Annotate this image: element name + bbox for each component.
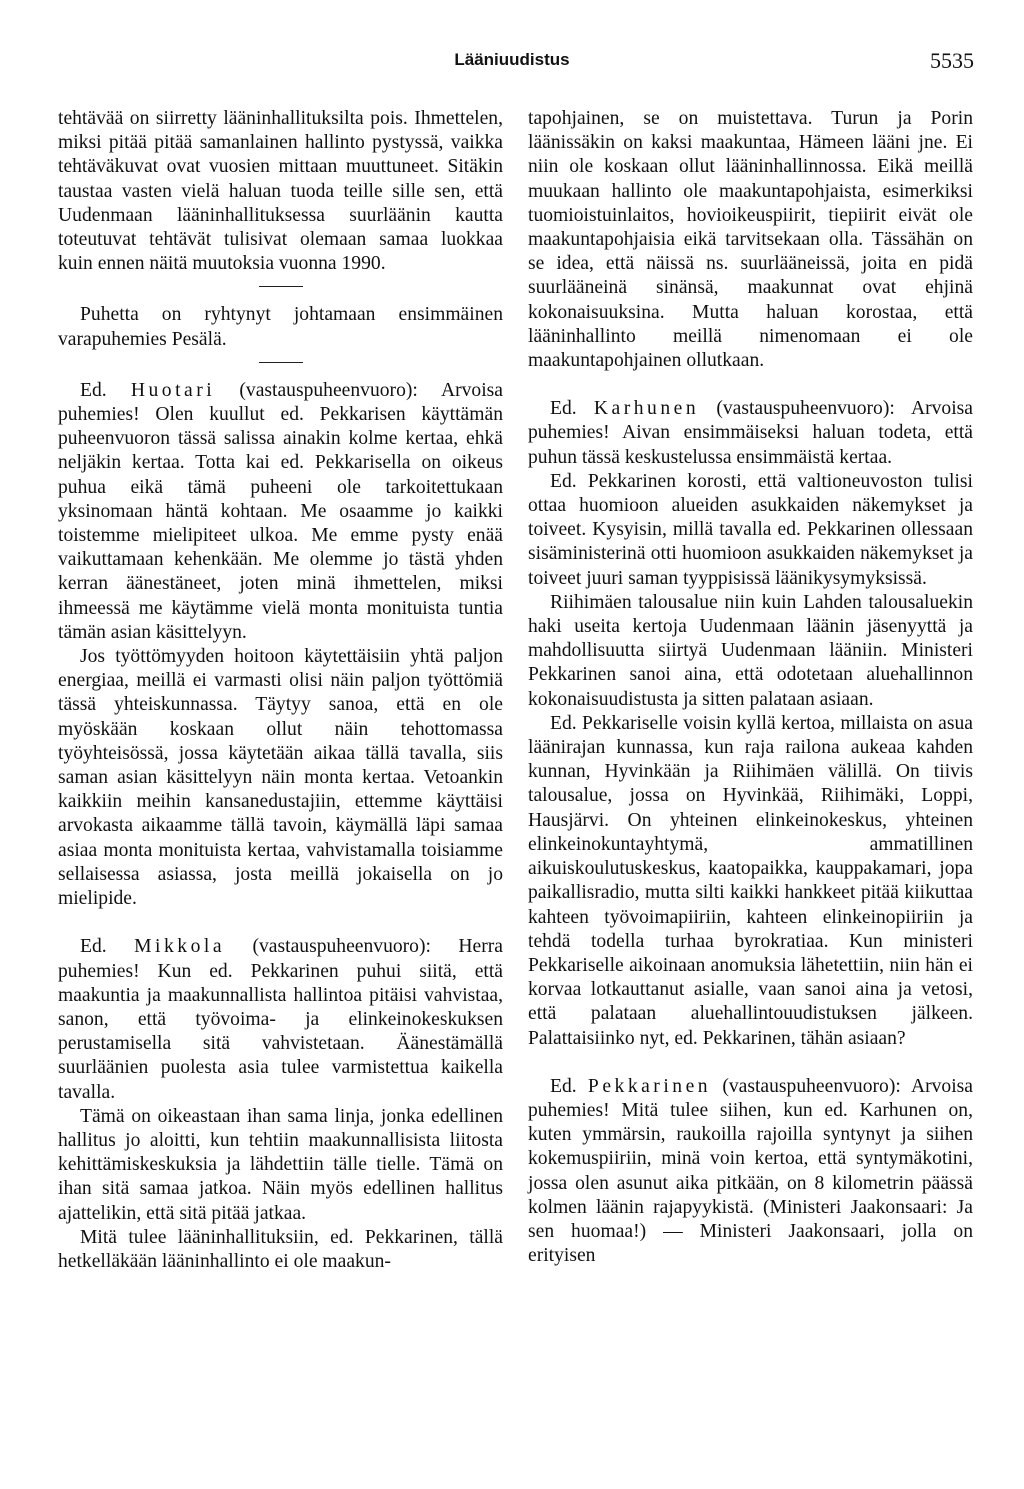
spacer [528, 1051, 973, 1075]
speaker-name: Mikkola [134, 936, 226, 958]
speech-karhunen [528, 397, 973, 470]
speech-text: Arvoisa puhemies! Mitä tulee siihen, kun ed. Karhunen on, kuten ymmärsin, raukoilla rajoilla syntynyt ja siihen kokemuspiiriin, minä voin kertoa, että syntymäkotini, jossa olen asunut aika pitkään, on 8 kilometrin päässä kolmen läänin rajapyykistä. (Ministeri Jaakonsaari: Ja sen huomaa!) — Ministeri Jaakonsaari, jolla on erityisen [528, 1075, 973, 1267]
chair-note: Puhetta on ryhtynyt johtamaan ensimmäinen varapuhemies Pesälä. [58, 304, 503, 350]
running-header-title: Lääniuudistus [454, 50, 570, 69]
speech-paragraph: Ed. Pekkarinen korosti, että valtioneuvoston tulisi ottaa huomioon alueiden asukkaiden näkemykset ja toiveet. Kysyisin, millä tavalla ed. Pekkarinen ollessaan sisäministerinä otti huomioon asukkaiden näkemykset ja toiveet juuri saman tyyppisissä läänikysymyksissä. [528, 470, 973, 589]
spacer [528, 373, 973, 397]
speaker-name: Pekkarinen [587, 1075, 712, 1097]
speech-paragraph: Tämä on oikeastaan ihan sama linja, jonka edellinen hallitus jo aloitti, kun tehtiin maakunnallisista liitosta kehittämiskeskuksia ja lähdettiin tälle tielle. Tämä on ihan sitä samaa jatkoa. Näin myös edellinen hallitus ajattelikin, että sitä pitää jatkaa. [58, 1105, 503, 1224]
speech-paragraph: Jos työttömyyden hoitoon käytettäisiin yhtä paljon energiaa, meillä ei varmasti olisi näin paljon työttömiä tässä yhteiskunnassa. Täytyy sanoa, että en ole myöskään koskaan ollut näin tehottomassa työyhteisössä, jossa käytetään aikaa tällä tavalla, siis saman asian käsittelyyn näin monta kertaa. Vetoankin kaikkiin meihin kansanedustajiin, ettemme käyttäisi arvokasta aikaamme tällä tavoin, käymällä läpi samaa asiaa monta monituista kertaa, vahvistamalla toisiamme sellaisessa asiassa, josta meillä jokaisella on jo mielipide. [58, 646, 503, 910]
speech-paragraph: Riihimäen talousalue niin kuin Lahden talousaluekin haki useita kertoja Uudenmaan läänin jäsenyyttä ja mahdollisuutta siirtyä Uudenmaan lääniin. Ministeri Pekkarinen sanoi aina, että odotetaan aluehallinnon kokonaisuudistusta ja sitten palataan asiaan. [528, 591, 973, 710]
speech-text: Herra puhemies! Kun ed. Pekkarinen puhui siitä, että maakuntia ja maakunnallista hallintoa pitäisi vahvistaa, sanon, että työvoima- ja elinkeinokeskuksen perustamisella sitä vahvistetaan. Äänestämällä suurläänien puolesta asia tulee varmistettua kaikella tavalla. [58, 936, 503, 1103]
speaker-role: (vastauspuheenvuoro): [239, 379, 418, 401]
section-divider [259, 362, 303, 363]
speech-huotari [58, 379, 503, 645]
speaker-role: (vastauspuheenvuoro): [722, 1075, 901, 1097]
speech-paragraph: Mitä tulee lääninhallituksiin, ed. Pekkarinen, tällä hetkelläkään lääninhallinto ei ole maakun- [58, 1226, 503, 1272]
intro-paragraph: tehtävää on siirretty lääninhallituksilta pois. Ihmettelen, miksi pitää pitää samanlainen hallinto pystyssä, vaikka tehtäväkuvat ovat vuosien mittaan muuttuneet. Sitäkin taustaa vasten vielä haluan tuoda teille sille sen, että Uudenmaan lääninhallituksessa suurläänin kautta toteutuvat tehtävät tulisivat olemaan samaa luokkaa kuin ennen näitä muutoksia vuonna 1990. [58, 108, 503, 275]
speaker-role: (vastauspuheenvuoro): [252, 936, 431, 958]
left-column [58, 107, 503, 1274]
speech-text: Arvoisa puhemies! Aivan ensimmäiseksi haluan todeta, että puhun tässä keskustelussa ensimmäistä kertaa. [528, 398, 973, 468]
speaker-prefix: Ed. [550, 398, 577, 420]
speech-pekkarinen [528, 1075, 973, 1269]
speech-text: Arvoisa puhemies! Olen kuullut ed. Pekkarisen käyttämän puheenvuoron tässä salissa ainakin kolme kertaa, ehkä neljäkin kertaa. Totta kai ed. Pekkarisella on oikeus puhua eikä tämä puheeni ole tarkoitettukaan yksinomaan häntä kohtaan. Me osaamme jo kaikki toistemme mielipiteet ulkoa. Me emme pysty enää vaikuttamaan kehenkään. Me olemme jo tästä yhden kerran äänestäneet, joten minä ihmettelen, miksi ihmeessä me käytämme vielä monta monituista tuntia tämän asian käsittelyyn. [58, 379, 503, 643]
speaker-role: (vastauspuheenvuoro): [716, 398, 895, 420]
speaker-prefix: Ed. [80, 936, 107, 958]
speaker-prefix: Ed. [550, 1075, 577, 1097]
speech-paragraph: Ed. Pekkariselle voisin kyllä kertoa, millaista on asua läänirajan kunnassa, kun raja railona aukeaa kahden kunnan, Hyvinkään ja Riihimäen välillä. On tiivis talousalue, jossa on Hyvinkää, Riihimäki, Loppi, Hausjärvi. On yhteinen elinkeinokeskus, yhteinen elinkeinokuntayhtymä, ammatillinen aikuiskoulutuskeskus, kaatopaikka, kauppakamari, jopa paikallisradio, mutta silti kaikki hankkeet pitää kiikuttaa kahteen työvoimapiiriin, kahteen elinkeinopiiriin ja tehdä todella turhaa byrokratiaa. Kun ministeri Pekkariselle aikoinaan anomuksia lähetettiin, niin hän ei korvaa lotkauttanut asialle, vaan sanoi aina ja vetosi, että palataan aluehallintouudistuksen jälkeen. Palattaisiinko nyt, ed. Pekkarinen, tähän asiaan? [528, 712, 973, 1049]
speaker-prefix: Ed. [80, 379, 107, 401]
speech-mikkola [58, 935, 503, 1104]
spacer [58, 911, 503, 935]
speaker-name: Karhunen [593, 398, 700, 420]
page-number: 5535 [930, 48, 974, 73]
speaker-name: Huotari [130, 379, 216, 401]
section-divider [259, 286, 303, 287]
right-column [528, 107, 973, 1268]
continued-paragraph: tapohjainen, se on muistettava. Turun ja Porin läänissäkin on kaksi maakuntaa, Hämeen lääni jne. Ei niin ole koskaan ollut lääninhallinnossa. Eikä meillä muukaan hallinto ole maakuntapohjaista, esimerkiksi tuomioistuinlaitos, hovioikeuspiirit, tiepiirit eivät ole maakuntapohjaisia eikä tarvitsekaan olla. Tässähän on se idea, että näissä ns. suurlääneissä, joita en pidä suurlääneinä sinänsä, maakunnat ovat ehjinä kokonaisuuksina. Mutta haluan korostaa, että lääninhallinto meillä nimenomaan ei ole maakuntapohjainen ollutkaan. [528, 108, 973, 372]
